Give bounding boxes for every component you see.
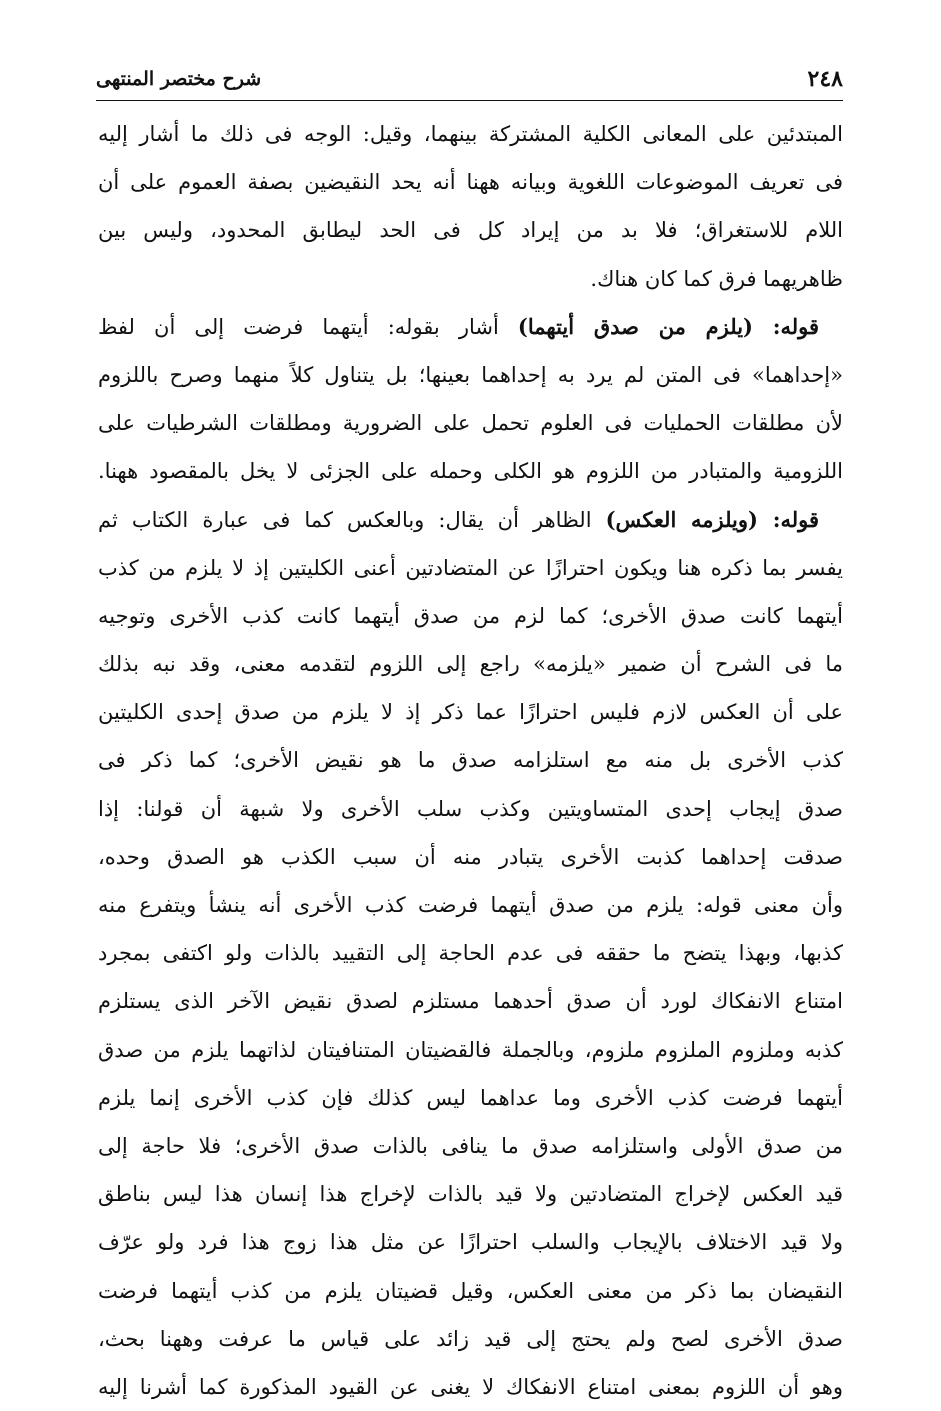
lemma-heading: قوله: (ويلزمه العكس)	[605, 506, 819, 532]
lemma-heading: قوله: (يلزم من صدق أيتهما)	[517, 313, 819, 339]
text-line: امتناع الانفكاك لورد أن صدق أحدهما مستلزم لصدق نقيض الآخر الذى يستلزم	[98, 989, 843, 1014]
text-line: وهو أن اللزوم بمعنى امتناع الانفكاك لا يغنى عن القيود المذكورة كما أشرنا إليه	[98, 1374, 843, 1399]
text-line: قيد العكس لإخراج المتضادتين ولا قيد بالذات لإخراج هذا إنسان هذا ليس بناطق	[98, 1182, 843, 1207]
text-line: صدقت إحداهما كذبت الأخرى يتبادر منه أن سبب الكذب هو الصدق وحده،	[98, 844, 843, 869]
text-line: قوله: (ويلزمه العكس) الظاهر أن يقال: وبالعكس كما فى عبارة الكتاب ثم	[98, 506, 819, 532]
text-line: كذبها، وبهذا يتضح ما حققه فى عدم الحاجة إلى التقييد بالذات ولو اكتفى بمجرد	[98, 941, 843, 966]
text-line: قوله: (يلزم من صدق أيتهما) أشار بقوله: أيتهما فرضت إلى أن لفظ	[98, 313, 819, 339]
page-header	[96, 62, 843, 101]
text-line: ولا قيد الاختلاف بالإيجاب والسلب احترازًا عن مثل هذا زوج هذا فرد ولو عرّف	[98, 1230, 843, 1255]
text-line: ظاهريهما فرق كما كان هناك.	[590, 266, 843, 291]
body-text	[98, 110, 843, 1411]
text-line: النقيضان بما ذكر من معنى العكس، وقيل قضيتان يلزم من كذب أيتهما فرضت	[98, 1278, 843, 1303]
page-number: ٢٤٨	[807, 66, 843, 92]
text-line: فى تعريف الموضوعات اللغوية وبيانه ههنا أنه يحد النقيضين بصفة العموم على أن	[98, 170, 843, 195]
text-line: من صدق الأولى واستلزامه صدق ما ينافى بالذات صدق الأخرى؛ فلا حاجة إلى	[98, 1133, 843, 1158]
text-line: اللزومية والمتبادر من اللزوم هو الكلى وحمله على الجزئى لا يخل بالمقصود ههنا.	[98, 459, 843, 484]
text-line: صدق الأخرى لصح ولم يحتج إلى قيد زائد على قياس ما عرفت وههنا بحث،	[98, 1326, 843, 1351]
text-line: كذبه وملزوم الملزوم ملزوم، وبالجملة فالقضيتان المتنافيتان لذاتهما يلزم من صدق	[98, 1037, 843, 1062]
text-line: المبتدئين على المعانى الكلية المشتركة بينهما، وقيل: الوجه فى ذلك ما أشار إليه	[98, 122, 843, 146]
text-line: صدق إيجاب إحدى المتساويتين وكذب سلب الأخرى ولا شبهة أن قولنا: إذا	[98, 796, 843, 821]
text-line: أيتهما فرضت كذب الأخرى وما عداهما ليس كذلك فإن كذب الأخرى إنما يلزم	[98, 1085, 843, 1110]
text-line: ما فى الشرح أن ضمير «يلزمه» راجع إلى اللزوم لتقدمه معنى، وقد نبه بذلك	[98, 652, 843, 677]
text-line: «إحداهما» فى المتن لم يرد به إحداهما بعينها؛ بل يتناول كلاً منهما وصرح باللزوم	[98, 362, 843, 387]
text-line: لأن مطلقات الحمليات فى العلوم تحمل على الضرورية ومطلقات الشرطيات على	[98, 411, 843, 436]
text-line: اللام للاستغراق؛ فلا بد من إيراد كل فى الحد ليطابق المحدود، وليس بين	[98, 218, 843, 243]
text-line: أيتهما كانت صدق الأخرى؛ كما لزم من صدق أيتهما كانت كذب الأخرى وتوجيه	[98, 603, 843, 628]
text-line: وأن معنى قوله: يلزم من صدق أيتهما فرضت كذب الأخرى أنه ينشأ ويتفرع منه	[98, 893, 843, 917]
running-title: شرح مختصر المنتهى	[96, 68, 262, 90]
text-line: على أن العكس لازم فليس احترازًا عما ذكر إذ لا يلزم من صدق إحدى الكليتين	[98, 700, 843, 725]
text-line: يفسر بما ذكره هنا ويكون احترازًا عن المتضادتين أعنى الكليتين إذ لا يلزم من كذب	[98, 555, 843, 580]
text-line: كذب الأخرى بل منه مع استلزامه صدق ما هو نقيض الأخرى؛ كما ذكر فى	[98, 748, 843, 773]
